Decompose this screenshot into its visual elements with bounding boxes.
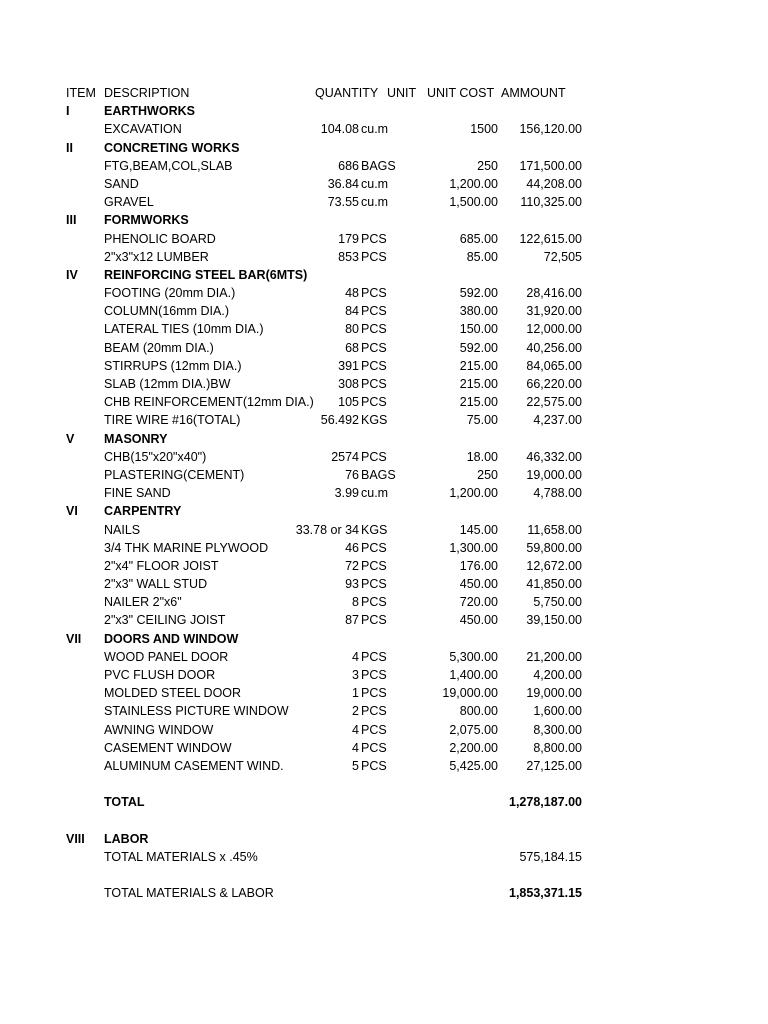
header-description: DESCRIPTION bbox=[104, 86, 190, 100]
item-unit-cost: 380.00 bbox=[459, 304, 498, 319]
item-description: PVC FLUSH DOOR bbox=[104, 668, 216, 682]
table-row bbox=[0, 721, 768, 739]
table-row bbox=[0, 557, 768, 575]
item-unit: PCS bbox=[361, 649, 387, 664]
item-unit-cost: 720.00 bbox=[459, 595, 498, 610]
item-amount: 19,000.00 bbox=[526, 467, 582, 482]
item-number: V bbox=[66, 431, 75, 446]
section-row bbox=[0, 102, 768, 120]
item-quantity: 68 bbox=[345, 340, 359, 355]
item-unit-cost: 215.00 bbox=[459, 395, 498, 410]
item-amount: 84,065.00 bbox=[526, 358, 582, 373]
header-quantity: QUANTITY bbox=[315, 86, 379, 100]
item-unit-cost: 145.00 bbox=[459, 522, 498, 537]
item-unit-cost: 250 bbox=[477, 467, 498, 482]
table-row bbox=[0, 248, 768, 266]
section-row bbox=[0, 502, 768, 520]
item-unit-cost: 592.00 bbox=[459, 286, 498, 301]
item-quantity: 179 bbox=[338, 231, 359, 246]
item-quantity: 4 bbox=[352, 740, 359, 755]
item-unit-cost: 1,400.00 bbox=[449, 668, 498, 682]
item-amount: 5,750.00 bbox=[533, 595, 582, 610]
item-unit-cost: 2,075.00 bbox=[449, 722, 498, 737]
item-amount: 156,120.00 bbox=[519, 122, 582, 137]
item-quantity: 36.84 bbox=[327, 176, 359, 191]
item-description: TIRE WIRE #16(TOTAL) bbox=[104, 413, 241, 428]
item-unit-cost: 2,200.00 bbox=[449, 740, 498, 755]
item-unit-cost: 19,000.00 bbox=[442, 686, 498, 701]
item-unit: PCS bbox=[361, 249, 387, 264]
item-unit-cost: 5,425.00 bbox=[449, 758, 498, 773]
item-unit-cost: 592.00 bbox=[459, 340, 498, 355]
item-amount: 46,332.00 bbox=[526, 449, 582, 464]
item-description: STAINLESS PICTURE WINDOW bbox=[104, 704, 289, 719]
item-quantity: 2 bbox=[352, 704, 359, 719]
item-number: VI bbox=[66, 504, 78, 519]
item-description: PLASTERING(CEMENT) bbox=[104, 467, 245, 482]
item-unit-cost: 1500 bbox=[470, 122, 498, 137]
item-quantity: 391 bbox=[338, 358, 359, 373]
item-quantity: 87 bbox=[345, 613, 359, 628]
item-description: AWNING WINDOW bbox=[104, 722, 214, 737]
section-row bbox=[0, 266, 768, 284]
item-quantity: 105 bbox=[338, 395, 359, 410]
table-row bbox=[0, 539, 768, 557]
item-amount: 1,600.00 bbox=[533, 704, 582, 719]
item-unit: PCS bbox=[361, 758, 387, 773]
total-row bbox=[0, 793, 768, 811]
item-quantity: 72 bbox=[345, 558, 359, 573]
item-amount: 59,800.00 bbox=[526, 540, 582, 555]
item-description: NAILS bbox=[104, 522, 141, 537]
section-title: CONCRETING WORKS bbox=[104, 140, 240, 155]
table-row bbox=[0, 666, 768, 684]
item-description: MOLDED STEEL DOOR bbox=[104, 686, 242, 701]
item-description: SLAB (12mm DIA.)BW bbox=[104, 377, 231, 391]
estimate-rows bbox=[0, 102, 768, 902]
section-row bbox=[0, 211, 768, 229]
spacer-row bbox=[0, 775, 768, 793]
item-unit: PCS bbox=[361, 395, 387, 410]
item-description: FINE SAND bbox=[104, 486, 171, 501]
table-row bbox=[0, 466, 768, 484]
item-unit: BAGS bbox=[361, 158, 396, 173]
item-description: EXCAVATION bbox=[104, 122, 182, 137]
item-unit-cost: 1,200.00 bbox=[449, 486, 498, 501]
item-quantity: 48 bbox=[345, 286, 359, 301]
item-unit: BAGS bbox=[361, 467, 396, 482]
section-row bbox=[0, 630, 768, 648]
grand-total-row bbox=[0, 884, 768, 902]
spacer-row bbox=[0, 812, 768, 830]
item-quantity: 853 bbox=[338, 249, 359, 264]
item-amount: 28,416.00 bbox=[526, 286, 582, 301]
item-description: NAILER 2"x6" bbox=[104, 595, 182, 610]
item-quantity: 4 bbox=[352, 722, 359, 737]
item-quantity: 8 bbox=[352, 595, 359, 610]
table-row bbox=[0, 484, 768, 502]
table-row bbox=[0, 393, 768, 411]
section-row bbox=[0, 830, 768, 848]
item-description: CASEMENT WINDOW bbox=[104, 740, 232, 755]
item-unit: PCS bbox=[361, 322, 387, 337]
item-description: 2"x3" CEILING JOIST bbox=[104, 613, 226, 628]
item-unit-cost: 150.00 bbox=[459, 322, 498, 337]
table-row bbox=[0, 575, 768, 593]
item-amount: 19,000.00 bbox=[526, 686, 582, 701]
item-unit: PCS bbox=[361, 668, 387, 682]
item-unit-cost: 450.00 bbox=[459, 613, 498, 628]
table-row bbox=[0, 611, 768, 629]
section-title: MASONRY bbox=[104, 431, 168, 446]
section-title: EARTHWORKS bbox=[104, 104, 195, 119]
item-description: SAND bbox=[104, 176, 139, 191]
item-unit-cost: 85.00 bbox=[466, 249, 498, 264]
item-unit: PCS bbox=[361, 613, 387, 628]
total-amount: 1,278,187.00 bbox=[509, 795, 582, 810]
item-description: LATERAL TIES (10mm DIA.) bbox=[104, 322, 264, 337]
item-quantity: 76 bbox=[345, 467, 359, 482]
item-unit-cost: 75.00 bbox=[466, 413, 498, 428]
item-description: FTG,BEAM,COL,SLAB bbox=[104, 158, 233, 173]
item-quantity: 33.78 or 34 bbox=[295, 522, 359, 537]
item-amount: 11,658.00 bbox=[527, 522, 582, 537]
item-quantity: 4 bbox=[352, 649, 359, 664]
item-unit: PCS bbox=[361, 449, 387, 464]
item-description: 2"x3" WALL STUD bbox=[104, 577, 208, 592]
header-amount: AMMOUNT bbox=[501, 86, 566, 100]
item-unit-cost: 18.00 bbox=[466, 449, 498, 464]
item-amount: 22,575.00 bbox=[526, 395, 582, 410]
table-row bbox=[0, 175, 768, 193]
section-title: LABOR bbox=[104, 831, 149, 846]
section-title: DOORS AND WINDOW bbox=[104, 631, 239, 646]
item-unit: PCS bbox=[361, 340, 387, 355]
table-row bbox=[0, 521, 768, 539]
item-amount: 8,300.00 bbox=[533, 722, 582, 737]
item-description: CHB(15"x20"x40") bbox=[104, 449, 207, 464]
item-amount: 21,200.00 bbox=[526, 649, 582, 664]
header-item: ITEM bbox=[66, 86, 96, 100]
item-unit: PCS bbox=[361, 595, 387, 610]
item-number: III bbox=[66, 213, 77, 228]
item-quantity: 1 bbox=[352, 686, 359, 701]
table-row bbox=[0, 120, 768, 138]
item-number: I bbox=[66, 104, 70, 119]
table-row bbox=[0, 375, 768, 393]
item-unit-cost: 250 bbox=[477, 158, 498, 173]
item-unit-cost: 685.00 bbox=[459, 231, 498, 246]
item-unit: KGS bbox=[361, 413, 388, 428]
item-amount: 72,505 bbox=[543, 249, 582, 264]
table-row bbox=[0, 757, 768, 775]
item-quantity: 308 bbox=[338, 377, 359, 391]
item-description: WOOD PANEL DOOR bbox=[104, 649, 229, 664]
item-description: STIRRUPS (12mm DIA.) bbox=[104, 358, 242, 373]
item-quantity: 5 bbox=[352, 758, 359, 773]
cost-estimate-sheet bbox=[0, 84, 768, 902]
item-unit: PCS bbox=[361, 686, 387, 701]
table-row bbox=[0, 193, 768, 211]
item-description: ALUMINUM CASEMENT WIND. bbox=[104, 758, 284, 773]
item-amount: 122,615.00 bbox=[519, 231, 582, 246]
item-unit: PCS bbox=[361, 540, 387, 555]
item-amount: 575,184.15 bbox=[519, 849, 582, 864]
item-unit: PCS bbox=[361, 577, 387, 592]
item-unit: cu.m bbox=[361, 176, 389, 191]
item-amount: 12,672.00 bbox=[526, 558, 582, 573]
grand-total-label: TOTAL MATERIALS & LABOR bbox=[104, 886, 274, 901]
item-description: 2"x3"x12 LUMBER bbox=[104, 249, 209, 264]
item-unit: PCS bbox=[361, 304, 387, 319]
section-row bbox=[0, 139, 768, 157]
item-unit-cost: 215.00 bbox=[459, 358, 498, 373]
item-amount: 66,220.00 bbox=[526, 377, 582, 391]
item-description: 2"x4" FLOOR JOIST bbox=[104, 558, 219, 573]
item-quantity: 73.55 bbox=[327, 195, 359, 210]
item-number: VII bbox=[66, 631, 82, 646]
item-quantity: 104.08 bbox=[320, 122, 359, 137]
item-unit-cost: 5,300.00 bbox=[449, 649, 498, 664]
item-unit: cu.m bbox=[361, 195, 389, 210]
table-row bbox=[0, 320, 768, 338]
table-row bbox=[0, 302, 768, 320]
item-amount: 31,920.00 bbox=[526, 304, 582, 319]
item-quantity: 46 bbox=[345, 540, 359, 555]
item-number: II bbox=[66, 140, 73, 155]
item-unit: PCS bbox=[361, 704, 387, 719]
item-unit: PCS bbox=[361, 740, 387, 755]
item-unit: cu.m bbox=[361, 122, 389, 137]
item-amount: 40,256.00 bbox=[526, 340, 582, 355]
item-description: 3/4 THK MARINE PLYWOOD bbox=[104, 540, 269, 555]
item-amount: 4,237.00 bbox=[533, 413, 582, 428]
item-description: COLUMN(16mm DIA.) bbox=[104, 304, 230, 319]
item-description: GRAVEL bbox=[104, 195, 154, 210]
item-amount: 8,800.00 bbox=[533, 740, 582, 755]
item-unit-cost: 1,200.00 bbox=[449, 176, 498, 191]
item-unit: PCS bbox=[361, 558, 387, 573]
item-amount: 110,325.00 bbox=[520, 195, 582, 210]
item-unit: PCS bbox=[361, 286, 387, 301]
item-description: TOTAL MATERIALS x .45% bbox=[104, 849, 258, 864]
item-quantity: 84 bbox=[345, 304, 359, 319]
item-unit-cost: 450.00 bbox=[459, 577, 498, 592]
item-quantity: 56.492 bbox=[320, 413, 359, 428]
total-label: TOTAL bbox=[104, 795, 145, 810]
section-title: CARPENTRY bbox=[104, 504, 182, 519]
item-quantity: 80 bbox=[345, 322, 359, 337]
item-amount: 12,000.00 bbox=[526, 322, 582, 337]
table-row bbox=[0, 739, 768, 757]
item-unit-cost: 1,300.00 bbox=[449, 540, 498, 555]
table-row bbox=[0, 157, 768, 175]
table-row bbox=[0, 648, 768, 666]
item-quantity: 686 bbox=[338, 158, 359, 173]
item-amount: 41,850.00 bbox=[526, 577, 582, 592]
item-unit: PCS bbox=[361, 358, 387, 373]
item-description: PHENOLIC BOARD bbox=[104, 231, 216, 246]
item-number: VIII bbox=[66, 831, 85, 846]
table-row bbox=[0, 411, 768, 429]
grand-total-amount: 1,853,371.15 bbox=[509, 886, 582, 901]
item-unit-cost: 800.00 bbox=[459, 704, 498, 719]
item-quantity: 2574 bbox=[331, 449, 359, 464]
item-amount: 4,788.00 bbox=[533, 486, 582, 501]
item-amount: 39,150.00 bbox=[526, 613, 582, 628]
table-row bbox=[0, 702, 768, 720]
table-row bbox=[0, 230, 768, 248]
header-row bbox=[0, 84, 768, 102]
item-unit: PCS bbox=[361, 722, 387, 737]
item-unit-cost: 1,500.00 bbox=[449, 195, 498, 210]
item-unit-cost: 176.00 bbox=[459, 558, 498, 573]
item-description: CHB REINFORCEMENT(12mm DIA.) bbox=[104, 395, 314, 410]
item-amount: 44,208.00 bbox=[526, 176, 582, 191]
table-row bbox=[0, 339, 768, 357]
item-quantity: 3.99 bbox=[334, 486, 359, 501]
header-unit-cost: UNIT COST bbox=[427, 86, 495, 100]
item-quantity: 93 bbox=[345, 577, 359, 592]
table-row bbox=[0, 848, 768, 866]
table-row bbox=[0, 593, 768, 611]
table-row bbox=[0, 357, 768, 375]
section-row bbox=[0, 430, 768, 448]
item-unit: PCS bbox=[361, 231, 387, 246]
item-unit: PCS bbox=[361, 377, 387, 391]
item-amount: 171,500.00 bbox=[519, 158, 582, 173]
item-unit: KGS bbox=[361, 522, 388, 537]
item-unit-cost: 215.00 bbox=[459, 377, 498, 391]
item-description: BEAM (20mm DIA.) bbox=[104, 340, 214, 355]
table-row bbox=[0, 284, 768, 302]
section-title: REINFORCING STEEL BAR(6MTS) bbox=[104, 267, 308, 282]
item-amount: 4,200.00 bbox=[533, 668, 582, 682]
item-unit: cu.m bbox=[361, 486, 389, 501]
header-unit: UNIT bbox=[387, 86, 417, 100]
table-row bbox=[0, 684, 768, 702]
item-description: FOOTING (20mm DIA.) bbox=[104, 286, 236, 301]
item-quantity: 3 bbox=[352, 668, 359, 682]
spacer-row bbox=[0, 866, 768, 884]
item-amount: 27,125.00 bbox=[526, 758, 582, 773]
table-row bbox=[0, 448, 768, 466]
section-title: FORMWORKS bbox=[104, 213, 189, 228]
item-number: IV bbox=[66, 267, 78, 282]
